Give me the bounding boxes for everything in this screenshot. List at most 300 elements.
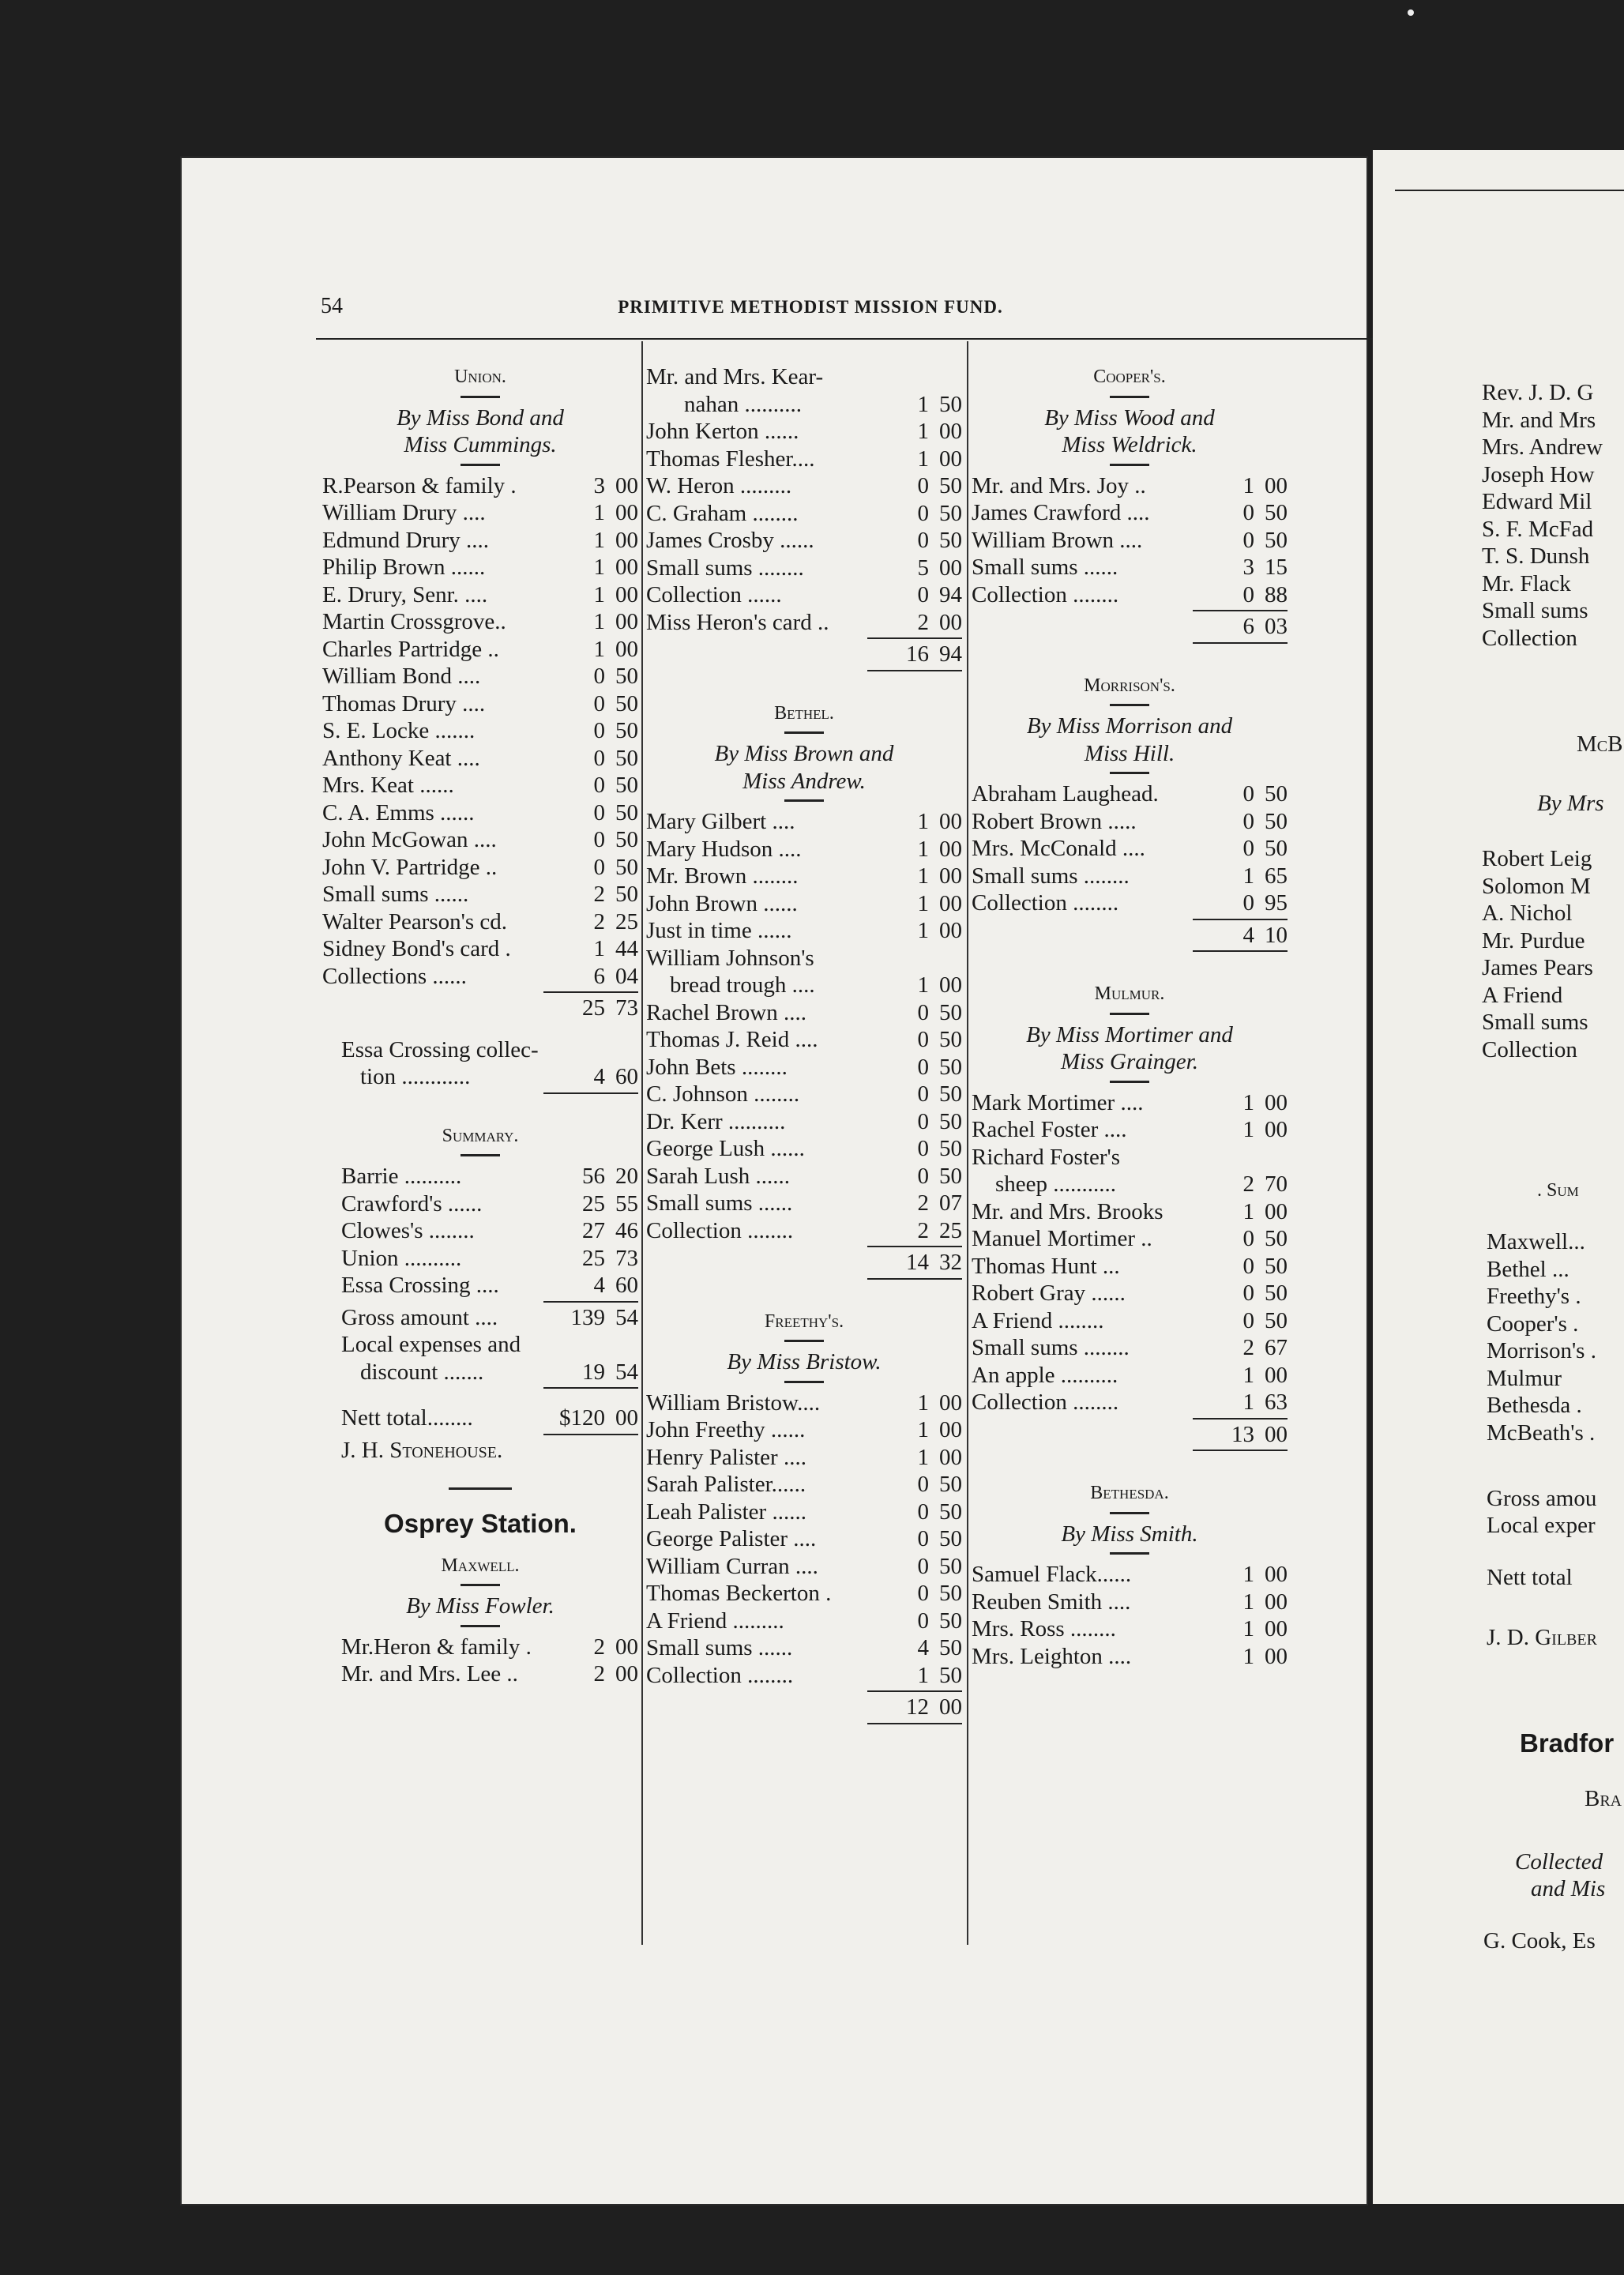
entry-dollars: 0	[1242, 581, 1254, 607]
facing-donor: G. Cook, Es	[1483, 1928, 1596, 1953]
entry-dollars: 25	[582, 1245, 605, 1271]
short-rule	[1110, 1081, 1149, 1083]
entry-name: Robert Brown .....	[972, 808, 1137, 834]
entry-name: Small sums ........	[972, 1335, 1130, 1360]
entry-name: Mr. and Mrs. Lee ..	[341, 1661, 518, 1687]
entry-cents: 00	[1265, 1643, 1288, 1669]
entry-dollars: 1	[917, 890, 929, 916]
entry-dollars: 1	[593, 555, 605, 580]
facing-entry: McBeath's .	[1487, 1420, 1596, 1446]
entry-dollars: 0	[917, 1553, 929, 1579]
total-rule	[867, 1723, 962, 1724]
entry-row	[972, 472, 1288, 500]
entry-dollars: 0	[917, 1163, 929, 1189]
entry-row	[972, 1089, 1288, 1117]
facing-collector-line: By Mrs	[1537, 791, 1604, 816]
entry-name: William Bond ....	[322, 664, 481, 689]
short-rule	[461, 396, 500, 398]
entry-row	[322, 717, 638, 745]
entry-cents: 00	[939, 863, 962, 889]
entry-row	[322, 799, 638, 827]
entry-dollars: 0	[593, 718, 605, 743]
entry-cents: 73	[615, 1245, 638, 1271]
entry-name: Thomas Flesher....	[646, 446, 815, 472]
entry-name: Sarah Lush ......	[646, 1163, 791, 1189]
short-rule	[784, 799, 824, 802]
facing-section-title: McB	[1577, 731, 1623, 757]
entry-dollars: 2	[917, 1217, 929, 1243]
entry-cents: 00	[939, 1444, 962, 1470]
entry-dollars: 6	[593, 963, 605, 989]
entry-cents: 25	[615, 908, 638, 934]
entry-name: Reuben Smith ....	[972, 1589, 1131, 1615]
entry-cents: 50	[1265, 808, 1288, 834]
union-list	[322, 472, 638, 991]
entry-dollars: 1	[917, 419, 929, 444]
entry-row	[646, 1498, 962, 1526]
facing-local: Local exper	[1487, 1513, 1596, 1538]
entry-cents: 50	[615, 690, 638, 716]
entry-row	[972, 889, 1288, 917]
entry-cents: 50	[939, 1054, 962, 1080]
facing-signature: J. D. Gilber	[1487, 1625, 1597, 1650]
entry-name: John Kerton ......	[646, 419, 799, 444]
entry-name: William Bristow....	[646, 1389, 821, 1416]
section-total: 14 32	[906, 1250, 962, 1275]
entry-row	[972, 1643, 1288, 1671]
facing-entry: S. F. McFad	[1482, 516, 1594, 542]
column-2	[646, 363, 962, 1726]
facing-entry: Mrs. Andrew	[1482, 434, 1603, 460]
entry-row	[322, 663, 638, 690]
donor-row: sheep ........... 2 70	[995, 1171, 1288, 1197]
entry-name: Mary Gilbert ....	[646, 809, 795, 834]
entry-row	[646, 555, 962, 582]
entry-dollars: 0	[1242, 781, 1254, 807]
facing-section-title: Bra	[1585, 1786, 1622, 1811]
entry-name: Mark Mortimer ....	[972, 1089, 1144, 1115]
entry-row	[646, 1471, 962, 1498]
entry-dollars: 0	[917, 1581, 929, 1606]
entry-name: Mrs. Keat ......	[322, 773, 454, 798]
entry-dollars: 1	[917, 1389, 929, 1416]
entry-cents: 25	[939, 1217, 962, 1243]
collector-line: Miss Hill.	[1084, 740, 1175, 766]
entry-row	[646, 890, 962, 918]
section-total: 12 00	[906, 1694, 962, 1720]
donor-row: nahan .......... 1 50	[684, 391, 962, 417]
facing-entry: Small sums	[1482, 598, 1588, 623]
entry-cents: 00	[939, 836, 962, 862]
collector-line: Miss Weldrick.	[1062, 432, 1197, 457]
entry-cents: 50	[1265, 1307, 1288, 1333]
entry-dollars: 0	[917, 1081, 929, 1107]
entry-name: James Crawford ....	[972, 500, 1150, 525]
entry-name: Just in time ......	[646, 918, 792, 943]
total-rule	[1193, 610, 1288, 611]
entry-dollars: 1	[1242, 472, 1254, 498]
entry-row	[972, 1362, 1288, 1389]
short-rule	[1110, 704, 1149, 706]
entry-dollars: 0	[1242, 836, 1254, 861]
entry-name: Crawford's ......	[341, 1190, 483, 1216]
entry-row	[972, 527, 1288, 555]
entry-cents: 50	[615, 745, 638, 771]
entry-cents: 50	[615, 718, 638, 743]
entry-name: Robert Gray ......	[972, 1280, 1126, 1306]
entry-row	[341, 1163, 638, 1190]
entry-name: Collection ........	[646, 1217, 794, 1243]
entry-name: John McGowan ....	[322, 827, 497, 852]
entry-name: Mary Hudson ....	[646, 836, 802, 862]
short-rule	[1110, 464, 1149, 466]
entry-row	[972, 1253, 1288, 1280]
entry-row	[972, 554, 1288, 581]
entry-row	[646, 500, 962, 528]
entry-name: Miss Heron's card ..	[646, 609, 829, 635]
entry-row	[972, 780, 1288, 808]
facing-entry: Small sums	[1482, 1010, 1588, 1035]
entry-dollars: 2	[593, 1661, 605, 1687]
entry-name: Collections ......	[322, 963, 467, 989]
entry-cents: 00	[1265, 1362, 1288, 1388]
collector-line: By Miss Mortimer and	[1026, 1021, 1233, 1047]
entry-dollars: 1	[1242, 1089, 1254, 1115]
short-rule	[461, 1584, 500, 1586]
short-rule	[461, 1154, 500, 1156]
donor-line: William Johnson's	[646, 945, 814, 971]
entry-row	[646, 472, 962, 500]
entry-dollars: 1	[917, 1444, 929, 1470]
entry-row	[646, 609, 962, 637]
entry-dollars: 1	[1242, 1362, 1254, 1388]
entry-dollars: 0	[917, 1054, 929, 1080]
entry-cents: 00	[615, 500, 638, 525]
entry-row	[341, 1660, 638, 1688]
entry-name: Union ..........	[341, 1245, 462, 1271]
entry-name: Mr. Brown ........	[646, 863, 799, 889]
entry-cents: 00	[1265, 1117, 1288, 1142]
facing-entry: Maxwell...	[1487, 1229, 1585, 1254]
entry-dollars: 2	[593, 1634, 605, 1660]
entry-name: Small sums ......	[972, 555, 1118, 580]
entry-dollars: 2	[917, 1190, 929, 1216]
entry-dollars: 2	[593, 882, 605, 907]
entry-dollars: 0	[1242, 1226, 1254, 1251]
mulmur-list	[972, 1198, 1288, 1416]
entry-cents: 50	[939, 473, 962, 498]
entry-cents: 50	[615, 827, 638, 852]
entry-row	[972, 863, 1288, 890]
entry-cents: 50	[1265, 781, 1288, 807]
entry-dollars: 1	[1242, 1562, 1254, 1587]
short-rule	[1110, 1552, 1149, 1555]
entry-dollars: 0	[1242, 527, 1254, 553]
entry-dollars: 0	[917, 473, 929, 498]
entry-name: Manuel Mortimer ..	[972, 1226, 1152, 1251]
entry-cents: 20	[615, 1164, 638, 1189]
entry-dollars: 1	[593, 500, 605, 525]
entry-dollars: 0	[917, 1108, 929, 1134]
entry-cents: 00	[939, 609, 962, 635]
facing-collector-line: Collected	[1515, 1849, 1603, 1875]
entry-cents: 00	[1265, 1616, 1288, 1641]
short-rule	[461, 1625, 500, 1627]
entry-name: Small sums ......	[322, 882, 469, 907]
entry-cents: 50	[1265, 1253, 1288, 1279]
donor-list	[646, 418, 962, 636]
collector-line: Miss Grainger.	[1060, 1049, 1198, 1074]
facing-gross: Gross amou	[1487, 1486, 1597, 1511]
entry-row	[341, 1245, 638, 1273]
entry-dollars: 2	[1242, 1335, 1254, 1360]
facing-entry: Solomon M	[1482, 873, 1591, 899]
entry-dollars: 1	[917, 918, 929, 943]
entry-cents: 46	[615, 1218, 638, 1243]
entry-row	[646, 1081, 962, 1108]
entry-row	[322, 745, 638, 773]
entry-row	[646, 527, 962, 555]
entry-name: Abraham Laughead.	[972, 781, 1159, 807]
short-rule	[784, 731, 824, 734]
facing-entry: Joseph How	[1482, 461, 1595, 487]
collector-line: By Miss Morrison and	[1026, 713, 1233, 739]
entry-dollars: 1	[593, 527, 605, 553]
entry-cents: 50	[615, 854, 638, 880]
entry-dollars: 1	[917, 836, 929, 862]
total-rule	[543, 991, 638, 993]
entry-cents: 50	[939, 1163, 962, 1189]
entry-cents: 50	[939, 1498, 962, 1525]
entry-dollars: 1	[1242, 1616, 1254, 1641]
section-total: 16 94	[906, 641, 962, 667]
entry-row	[322, 963, 638, 991]
entry-cents: 00	[939, 446, 962, 472]
entry-name: John Freethy ......	[646, 1417, 806, 1442]
entry-dollars: 1	[593, 609, 605, 634]
facing-entry: Edward Mil	[1482, 489, 1592, 514]
entry-dollars: 1	[1242, 1198, 1254, 1224]
entry-dollars: 0	[917, 1472, 929, 1497]
collector-line: By Miss Brown and	[714, 741, 894, 766]
entry-cents: 00	[1265, 1589, 1288, 1615]
entry-name: Charles Partridge ..	[322, 636, 499, 662]
short-rule	[1110, 1013, 1149, 1015]
entry-name: Thomas J. Reid ....	[646, 1027, 818, 1052]
short-rule	[1110, 396, 1149, 398]
entry-row	[646, 1054, 962, 1081]
entry-dollars: 0	[1242, 1280, 1254, 1306]
section-title-mulmur: Mulmur.	[1094, 983, 1165, 1004]
entry-row	[322, 772, 638, 799]
entry-row	[646, 1444, 962, 1472]
entry-row	[972, 1225, 1288, 1253]
entry-row	[972, 581, 1288, 609]
entry-row	[646, 863, 962, 890]
entry-dollars: 1	[917, 446, 929, 472]
entry-dollars: 0	[593, 745, 605, 771]
entry-row	[322, 690, 638, 718]
entry-cents: 00	[1265, 1562, 1288, 1587]
entry-name: Mr. and Mrs. Joy ..	[972, 472, 1146, 498]
entry-name: Dr. Kerr ..........	[646, 1108, 786, 1134]
entry-dollars: 0	[917, 1498, 929, 1525]
entry-dollars: 0	[1242, 1307, 1254, 1333]
entry-row	[646, 1217, 962, 1245]
entry-dollars: 0	[593, 690, 605, 716]
morrisons-list	[972, 780, 1288, 917]
section-title-union: Union.	[454, 367, 506, 387]
entry-dollars: 0	[593, 854, 605, 880]
freethy-list	[646, 1389, 962, 1690]
facing-summary-list	[1487, 1228, 1596, 1446]
entry-row	[646, 836, 962, 863]
section-title-maxwell: Maxwell.	[441, 1555, 520, 1576]
entry-name: William Curran ....	[646, 1553, 818, 1579]
entry-cents: 88	[1265, 581, 1288, 607]
entry-row	[322, 608, 638, 636]
signature: J. H. Stonehouse.	[341, 1437, 503, 1463]
entry-cents: 65	[1265, 863, 1288, 889]
entry-dollars: 25	[582, 1190, 605, 1216]
entry-cents: 50	[939, 1081, 962, 1107]
entry-cents: 50	[1265, 1226, 1288, 1251]
entry-row	[972, 1561, 1288, 1589]
entry-name: Collection ........	[972, 890, 1119, 916]
entry-cents: 50	[1265, 836, 1288, 861]
entry-cents: 50	[939, 1027, 962, 1052]
facing-top-list	[1482, 379, 1603, 652]
entry-name: Henry Palister ....	[646, 1444, 806, 1470]
entry-cents: 00	[1265, 472, 1288, 498]
entry-row	[646, 999, 962, 1027]
entry-cents: 50	[939, 1526, 962, 1551]
entry-name: S. E. Locke .......	[322, 718, 476, 743]
facing-entry: Cooper's .	[1487, 1310, 1579, 1337]
bethel-list	[646, 999, 962, 1245]
entry-cents: 00	[615, 609, 638, 634]
entry-name: C. Graham ........	[646, 500, 799, 526]
entry-cents: 00	[615, 581, 638, 607]
entry-cents: 50	[615, 664, 638, 689]
entry-cents: 50	[939, 500, 962, 526]
entry-row	[646, 446, 962, 473]
entry-cents: 15	[1265, 555, 1288, 580]
entry-row	[322, 581, 638, 609]
entry-cents: 60	[615, 1273, 638, 1298]
facing-entry: Robert Leig	[1482, 846, 1592, 871]
total-rule	[543, 1092, 638, 1094]
entry-dollars: 4	[917, 1635, 929, 1660]
entry-cents: 00	[615, 472, 638, 498]
entry-cents: 04	[615, 963, 638, 989]
entry-name: Collection ........	[972, 581, 1119, 607]
entry-cents: 00	[939, 1417, 962, 1442]
entry-row	[646, 1608, 962, 1635]
facing-entry: Mulmur	[1487, 1365, 1562, 1391]
entry-cents: 94	[939, 582, 962, 607]
entry-cents: 00	[939, 555, 962, 581]
entry-dollars: 1	[917, 1662, 929, 1688]
entry-row	[972, 1615, 1288, 1643]
section-total: 25 73	[582, 995, 638, 1021]
facing-entry: T. S. Dunsh	[1482, 543, 1590, 569]
entry-dollars: 0	[1242, 500, 1254, 525]
entry-name: A Friend ........	[972, 1307, 1104, 1333]
donor-line: Mr. and Mrs. Kear-	[646, 364, 824, 389]
entry-row	[646, 1553, 962, 1581]
entry-row	[646, 1190, 962, 1217]
entry-row	[646, 418, 962, 446]
section-total: 13 00	[1231, 1421, 1288, 1447]
entry-name: Essa Crossing ....	[341, 1273, 499, 1298]
entry-row	[322, 854, 638, 882]
entry-row	[646, 808, 962, 836]
section-title-bethel: Bethel.	[774, 702, 834, 724]
entry-row	[972, 499, 1288, 527]
entry-dollars: 1	[917, 1417, 929, 1442]
facing-entry: Rev. J. D. G	[1482, 380, 1594, 405]
entry-cents: 00	[939, 890, 962, 916]
entry-name: John Brown ......	[646, 890, 798, 916]
entry-dollars: 0	[917, 528, 929, 553]
mulmur-list	[972, 1089, 1288, 1144]
entry-name: Mrs. McConald ....	[972, 836, 1145, 861]
section-title-morrisons: Morrison's.	[1084, 675, 1175, 696]
entry-cents: 50	[939, 1136, 962, 1161]
entry-cents: 50	[1265, 500, 1288, 525]
entry-cents: 50	[939, 1608, 962, 1634]
entry-row	[646, 1135, 962, 1163]
column-1	[322, 363, 638, 1688]
entry-name: A Friend .........	[646, 1608, 784, 1634]
entry-row	[646, 1662, 962, 1690]
column-3	[972, 363, 1288, 1670]
collector-line: By Miss Smith.	[1061, 1521, 1198, 1547]
facing-collector-line: and Mis	[1531, 1876, 1606, 1901]
entry-dollars: 27	[582, 1218, 605, 1243]
section-total: 4 10	[1242, 922, 1288, 948]
collector-line: Miss Andrew.	[742, 768, 866, 794]
entry-cents: 00	[1265, 1198, 1288, 1224]
section-title-summary: Summary.	[442, 1125, 519, 1146]
entry-row	[341, 1272, 638, 1299]
entry-name: C. Johnson ........	[646, 1081, 800, 1107]
local-expenses-line: Local expenses and	[341, 1332, 521, 1357]
entry-dollars: 0	[917, 1027, 929, 1052]
facing-entry: Mr. and Mrs	[1482, 407, 1596, 433]
entry-name: Mrs. Leighton ....	[972, 1643, 1132, 1669]
entry-dollars: 2	[917, 609, 929, 635]
entry-name: Thomas Hunt ...	[972, 1253, 1120, 1279]
entry-row	[972, 808, 1288, 836]
entry-name: E. Drury, Senr. ....	[322, 581, 488, 607]
entry-dollars: 0	[593, 664, 605, 689]
entry-dollars: 0	[917, 1136, 929, 1161]
collector-line: Miss Cummings.	[404, 432, 557, 457]
entry-name: Edmund Drury ....	[322, 527, 490, 553]
entry-cents: 00	[615, 636, 638, 662]
entry-dollars: 0	[917, 1608, 929, 1634]
summary-list	[322, 1163, 638, 1299]
entry-dollars: 0	[593, 827, 605, 852]
entry-name: Mrs. Ross ........	[972, 1616, 1116, 1641]
entry-dollars: 3	[1242, 555, 1254, 580]
header-rule	[1395, 190, 1624, 191]
entry-cents: 00	[615, 527, 638, 553]
entry-row	[322, 554, 638, 581]
column-divider	[641, 341, 643, 1945]
